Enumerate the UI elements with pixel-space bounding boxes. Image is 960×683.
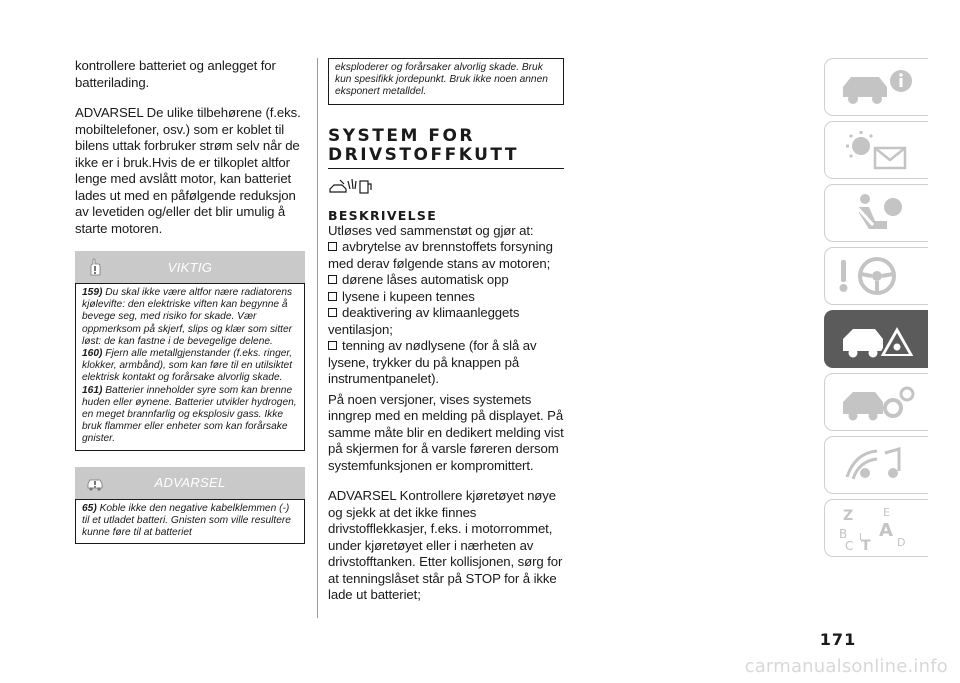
subsection-title: BESKRIVELSE — [328, 207, 438, 223]
note-161: 161) Batterier inneholder syre som kan brenne huden eller øynene. Batterier utvikler hydrogen, en meget brannfarlig og eksplosiv gass. Ikke bruk flammer eller enheter som kan forårsake gnister. — [82, 384, 297, 445]
tab-multimedia[interactable] — [824, 436, 928, 494]
middle-column — [328, 58, 564, 604]
tab-steering[interactable] — [824, 247, 928, 305]
footer-watermark: carmanualsonline.info — [744, 656, 948, 677]
note-160: 160) Fjern alle metallgjenstander (f.eks. ringer, klokker, armbånd), som kan føre til en utilsiktet elektrisk kontakt og forårsake alvorlig skade. — [82, 348, 293, 384]
checkbox-bullet-icon — [328, 308, 337, 317]
bullet-list — [328, 239, 564, 388]
viktig-title: VIKTIG — [167, 259, 213, 275]
paragraph-accessories-warning: ADVARSEL De ulike tilbehørene (f.eks. mobiltelefoner, osv.) som er koblet til bilens uttak forbruker strøm selv når de ikke er i bruk.Hvis de er tilkoplet altfor lenge med avslått motor, kan batteriet lades ut med en påfølgende reduksjon av levetiden og/eller det blir umulig å starte motoren. — [75, 105, 301, 236]
tab-warning-lights[interactable] — [824, 121, 928, 179]
list-item: avbrytelse av brennstoffets forsyning med derav følgende stans av motoren; — [328, 239, 553, 271]
steering-wheel-icon — [835, 254, 919, 300]
page-number: 171 — [819, 630, 857, 649]
index-letter: B — [839, 527, 848, 541]
note-159: 159) Du skal ikke være altfor nære radiatorens kjølevifte: den elektriske viften kan begynne å bevege seg, med risiko for skade. Vær oppmerksom på skjerf, slips og klær som sitter løst: de kan fastne i de bevegelige delene. — [82, 287, 293, 347]
advarsel-callout — [75, 467, 305, 545]
tab-maintenance[interactable] — [824, 373, 928, 431]
advarsel-content — [75, 499, 305, 545]
index-icon — [835, 506, 919, 552]
paragraph-fuel-leak-warning: ADVARSEL Kontrollere kjøretøyet nøye og sjekk at det ikke finnes drivstofflekkasjer, f.eks. i motorrommet, under kjøretøyet eller i nærheten av drivstofftanken. Etter kollisjonen, sørg for at tenningslåset står på STOP for å ikke lade ut batteriet; — [328, 488, 563, 603]
car-info-icon — [835, 65, 919, 111]
multimedia-icon — [835, 443, 919, 489]
fuel-cutoff-icon — [328, 177, 564, 202]
warning-lights-icon — [835, 128, 919, 174]
index-letter: C — [845, 539, 854, 552]
advarsel-title: ADVARSEL — [154, 475, 226, 491]
car-warning-icon — [85, 473, 105, 498]
advarsel-continuation-box: eksploderer og forårsaker alvorlig skade. Bruk kun spesifikk jordepunkt. Bruk ikke noen annen eksponert metalldel. — [328, 58, 564, 105]
tab-seat-airbag[interactable] — [824, 184, 928, 242]
viktig-callout — [75, 251, 305, 451]
checkbox-bullet-icon — [328, 292, 337, 301]
tab-emergency[interactable] — [824, 310, 928, 368]
tab-index[interactable] — [824, 499, 928, 557]
list-item: deaktivering av klimaanleggets ventilasjon; — [328, 305, 520, 337]
index-letter: Z — [843, 508, 854, 524]
intro-text: Utløses ved sammenstøt og gjør at: — [328, 222, 534, 238]
seat-airbag-icon — [835, 191, 919, 237]
list-item: lysene i kupeen tennes — [328, 289, 564, 306]
index-letter: E — [883, 506, 890, 519]
list-item: dørene låses automatisk opp — [328, 272, 564, 289]
list-item: tenning av nødlysene (for å slå av lysene, trykker du på knappen på instrumentpanelet). — [328, 338, 537, 387]
note-65: 65) Koble ikke den negative kabelklemmen (-) til et utladet batteri. Gnisten som ville resultere kunne føre til at batteriet — [82, 502, 291, 539]
section-title: SYSTEM FOR DRIVSTOFFKUTT — [328, 127, 564, 169]
left-column — [75, 58, 305, 544]
index-letter: T — [861, 538, 871, 552]
checkbox-bullet-icon — [328, 275, 337, 284]
emergency-icon — [835, 317, 919, 363]
maintenance-icon — [835, 380, 919, 426]
paragraph-display-message: På noen versjoner, vises systemets inngrep med en melding på displayet. På samme måte blir en dedikert melding vist på skjermen for å varsle føreren dersom systemfunksjonen er kompromittert. — [328, 391, 564, 473]
column-divider — [317, 58, 318, 618]
checkbox-bullet-icon — [328, 341, 337, 350]
checkbox-bullet-icon — [328, 242, 337, 251]
viktig-content — [75, 283, 305, 451]
chapter-tabs — [824, 58, 928, 562]
tab-car-info[interactable] — [824, 58, 928, 116]
index-letter: D — [897, 536, 906, 549]
advarsel-header — [75, 467, 305, 499]
index-letter: A — [879, 520, 893, 541]
index-letter: I — [859, 532, 862, 543]
viktig-header — [75, 251, 305, 283]
paragraph-battery-check: kontrollere batteriet og anlegget for batterilading. — [75, 58, 276, 90]
hand-warning-icon — [85, 257, 105, 282]
